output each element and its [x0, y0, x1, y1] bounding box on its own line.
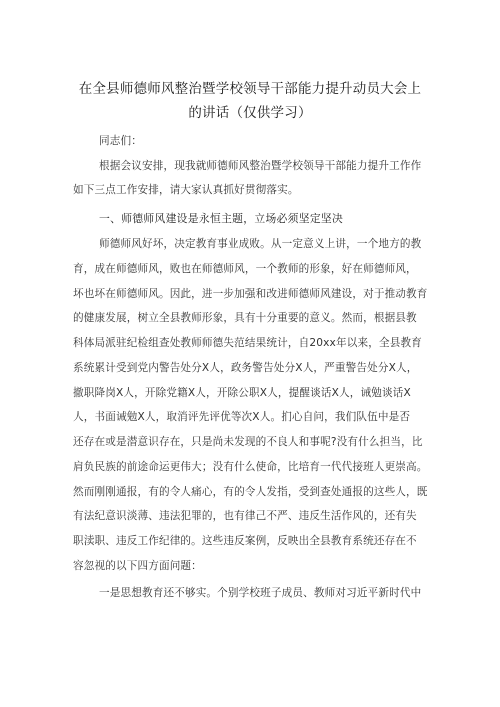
- body-line: 坏也坏在师德师风。因此，进一步加强和改进师德师风建设，对于推动教育: [73, 288, 428, 300]
- body-line: 还存在或是潜意识存在，只是尚未发现的不良人和事呢?没有什么担当，比: [73, 436, 423, 448]
- body-line: 科体局派驻纪检组查处教师师德失范结果统计，自20xx年以来，全县教育: [73, 337, 422, 349]
- body-line: 然而刚刚通报，有的令人痛心，有的令人发指，受到查处通报的这些人，既: [73, 486, 428, 498]
- body-line: 育，成在师德师风，败也在师德师风，一个教师的形象，好在师德师风，: [73, 263, 417, 275]
- body-line: 职渎职、违反工作纪律的。这些违反案例，反映出全县教育系统还存在不: [73, 535, 417, 547]
- body-line: 有法纪意识淡薄、违法犯罪的，也有律己不严、违反生活作风的，还有失: [73, 510, 417, 522]
- body-line: 肩负民族的前途命运更伟大；没有什么使命，比培育一代代接班人更崇高。: [73, 461, 428, 473]
- document-title-line1: 在全县师德师风整治暨学校领导干部能力提升动员大会上: [78, 81, 422, 97]
- document-title-line2: 的讲话（仅供学习）: [188, 105, 312, 121]
- section-heading: 一、师德师风建设是永恒主题，立场必须坚定坚决: [99, 212, 344, 225]
- body-line: 人，书面诫勉X人，取消评先评优等次X人。扪心自问，我们队伍中是否: [73, 411, 411, 423]
- body-line: 撤职降岗X人，开除党籍X人，开除公职X人，提醒谈话X人，诫勉谈话X: [73, 387, 411, 399]
- body-line: 一是思想教育还不够实。个别学校班子成员、教师对习近平新时代中: [99, 587, 422, 599]
- intro-line: 如下三点工作安排，请大家认真抓好贯彻落实。: [73, 184, 299, 196]
- greeting: 同志们：: [99, 135, 142, 147]
- intro-line: 根据会议安排，现我就师德师风整治暨学校领导干部能力提升工作作: [99, 160, 422, 172]
- body-line: 师德师风好坏，决定教育事业成败。从一定意义上讲，一个地方的教: [99, 238, 422, 250]
- body-line: 容忽视的以下四方面问题：: [73, 560, 202, 572]
- body-line: 的健康发展，树立全县教师形象，具有十分重要的意义。然而，根据县教: [73, 312, 417, 324]
- body-line: 系统累计受到党内警告处分X人，政务警告处分X人，严重警告处分X人，: [73, 362, 418, 374]
